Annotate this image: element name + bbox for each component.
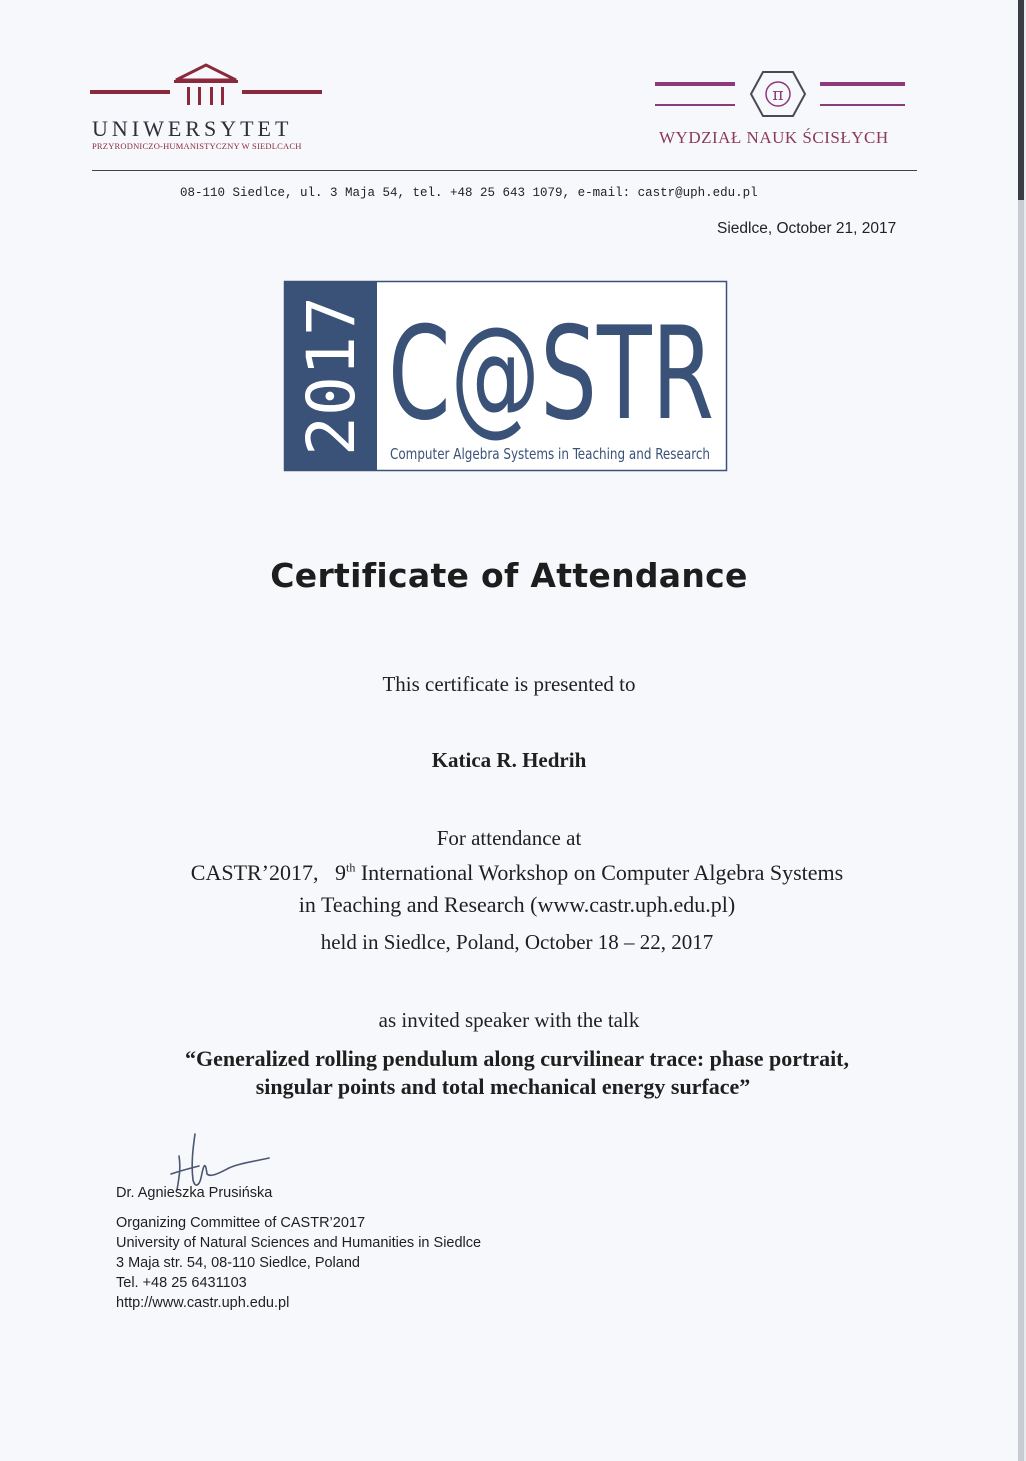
university-subtitle: PRZYRODNICZO-HUMANISTYCZNY W SIEDLCACH xyxy=(92,141,302,151)
signatory-link: http://www.castr.uph.edu.pl xyxy=(116,1295,290,1311)
scan-edge-lower xyxy=(1018,200,1024,1461)
invited-speaker-label: as invited speaker with the talk xyxy=(378,1008,640,1032)
talk-title-line-1: “Generalized rolling pendulum along curvilinear trace: phase portrait, xyxy=(184,1046,850,1071)
castr-year: 2017 xyxy=(293,297,370,456)
event-line-1: CASTR’2017, 9th International Workshop on Computer Algebra Systems xyxy=(190,860,844,885)
castr-wordmark: C@STR xyxy=(388,300,714,449)
pi-symbol: π xyxy=(772,85,784,105)
presented-to-label: This certificate is presented to xyxy=(382,672,636,696)
certificate-title: Certificate of Attendance xyxy=(270,556,748,595)
signatory-line: 3 Maja str. 54, 08-110 Siedlce, Poland xyxy=(116,1255,360,1271)
university-name: UNIWERSYTET xyxy=(92,116,293,141)
header-divider xyxy=(92,170,917,171)
faculty-logo xyxy=(655,68,905,123)
castr-logo xyxy=(284,281,727,471)
signatory-block xyxy=(116,1183,481,1313)
signatory-line: Tel. +48 25 6431103 xyxy=(116,1275,247,1291)
talk-title-line-2: singular points and total mechanical energy surface” xyxy=(255,1074,751,1099)
castr-tagline: Computer Algebra Systems in Teaching and Research xyxy=(390,445,710,463)
issue-date: Siedlce, October 21, 2017 xyxy=(717,220,897,237)
event-line-2: in Teaching and Research (www.castr.uph.edu.pl) xyxy=(298,892,736,917)
signatory-line: University of Natural Sciences and Humanities in Siedlce xyxy=(116,1235,482,1251)
event-location-dates: held in Siedlce, Poland, October 18 – 22, 2017 xyxy=(320,930,714,954)
contact-address: 08-110 Siedlce, ul. 3 Maja 54, tel. +48 25 643 1079, e-mail: castr@uph.edu.pl xyxy=(180,186,758,200)
signatory-name: Dr. Agnieszka Prusińska xyxy=(116,1185,273,1201)
faculty-name: WYDZIAŁ NAUK ŚCISŁYCH xyxy=(659,128,889,147)
recipient-name: Katica R. Hedrih xyxy=(431,748,587,772)
attendance-label: For attendance at xyxy=(436,826,582,850)
signatory-line: Organizing Committee of CASTR’2017 xyxy=(116,1215,366,1231)
